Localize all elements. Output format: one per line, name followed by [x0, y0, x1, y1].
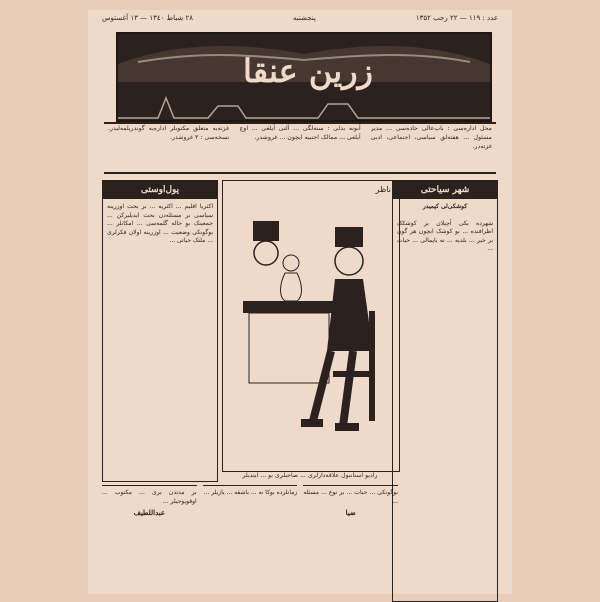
left-column: [102, 180, 218, 482]
issue-center: پنجشنبه: [293, 14, 316, 22]
right-text: شهرده یکی آچیلان بر کوشکک اطرافنده ... بو کوشک ایچون هر گون بر خبر ... بلدیه ... نه یاپمالی ... حیات ...: [397, 219, 493, 252]
cartoon-caption: رادیو استانبول علاقه‌دارلری ... صاحبلری بو ... ایتدیلر: [242, 472, 378, 479]
bottom-col-2: [203, 485, 298, 593]
issue-line: [88, 10, 512, 26]
bottom-col-1-signature: ضیا: [345, 508, 356, 517]
bottom-col-3-signature: عبداللطیف: [133, 508, 166, 517]
bottom-col-3-text: بر مدتدن بری ... مکتوب ... اوقویوجیلر ...: [101, 489, 197, 505]
issue-right: عدد : ۱۱۹ — ۲۲ رجب ۱۳۵۲: [415, 14, 498, 22]
bottom-col-1-text: بوگونکی ... حیات ... بر نوع ... مسئله ...: [303, 489, 398, 505]
left-text: اکثریا اقلیم ... اکثریه ... بر بحث اوزرینه سیاسی بر مسئله‌دن بحث ایدیلیرکن ... جمعیتک بو حاله گلمه‌سی ... امکانلر ... بوگونکی وضعیت ... اوزرینه اولان فکرلری ... ملتک حیاتی ...: [107, 203, 213, 244]
cartoon-box: [222, 180, 400, 472]
bottom-col-3: [102, 485, 197, 593]
cartoon-illustration: [223, 181, 399, 471]
bottom-col-1: [303, 485, 398, 593]
info-band: [108, 124, 492, 170]
info-col-3: غزته‌یه متعلق مکتوبلر اداره‌یه گوندریلمه‌لیدر. نسخه‌سی : ۳ غروشدر.: [108, 125, 230, 141]
newspaper-page: [88, 10, 512, 594]
bottom-col-2-text: زمانلرده بوکا نه ... باشقه ... یازیلر ...: [203, 489, 298, 496]
right-column: [392, 180, 498, 602]
bottom-columns: [102, 485, 398, 593]
issue-left: ۲۸ شباط ۱۳٤۰ — ۱۳ آغستوس: [102, 14, 193, 22]
masthead: [116, 32, 492, 122]
skyline: [118, 80, 490, 120]
cartoon-author: ناظر: [375, 185, 391, 194]
right-subheading: کوشکی‌لی کیمیدر: [422, 203, 468, 210]
middle-rule: [104, 172, 496, 174]
left-heading: یول‌اوستی: [103, 181, 217, 199]
masthead-title: زرین عنقا: [243, 52, 373, 90]
info-col-2: آبونه بدلی : سنه‌لگی ... آلتی آیلغی ... اوچ آیلغی ... ممالک اجنبیه ایچون ... غروشدر.: [239, 125, 361, 141]
info-col-1: محل اداره‌سی : باب‌عالی جاده‌سی ... مدیر مسئول ... هفته‌لق سیاسی، اجتماعی، ادبی غزته‌در.: [370, 125, 492, 150]
right-heading: شهر سیاحتی: [393, 181, 497, 199]
